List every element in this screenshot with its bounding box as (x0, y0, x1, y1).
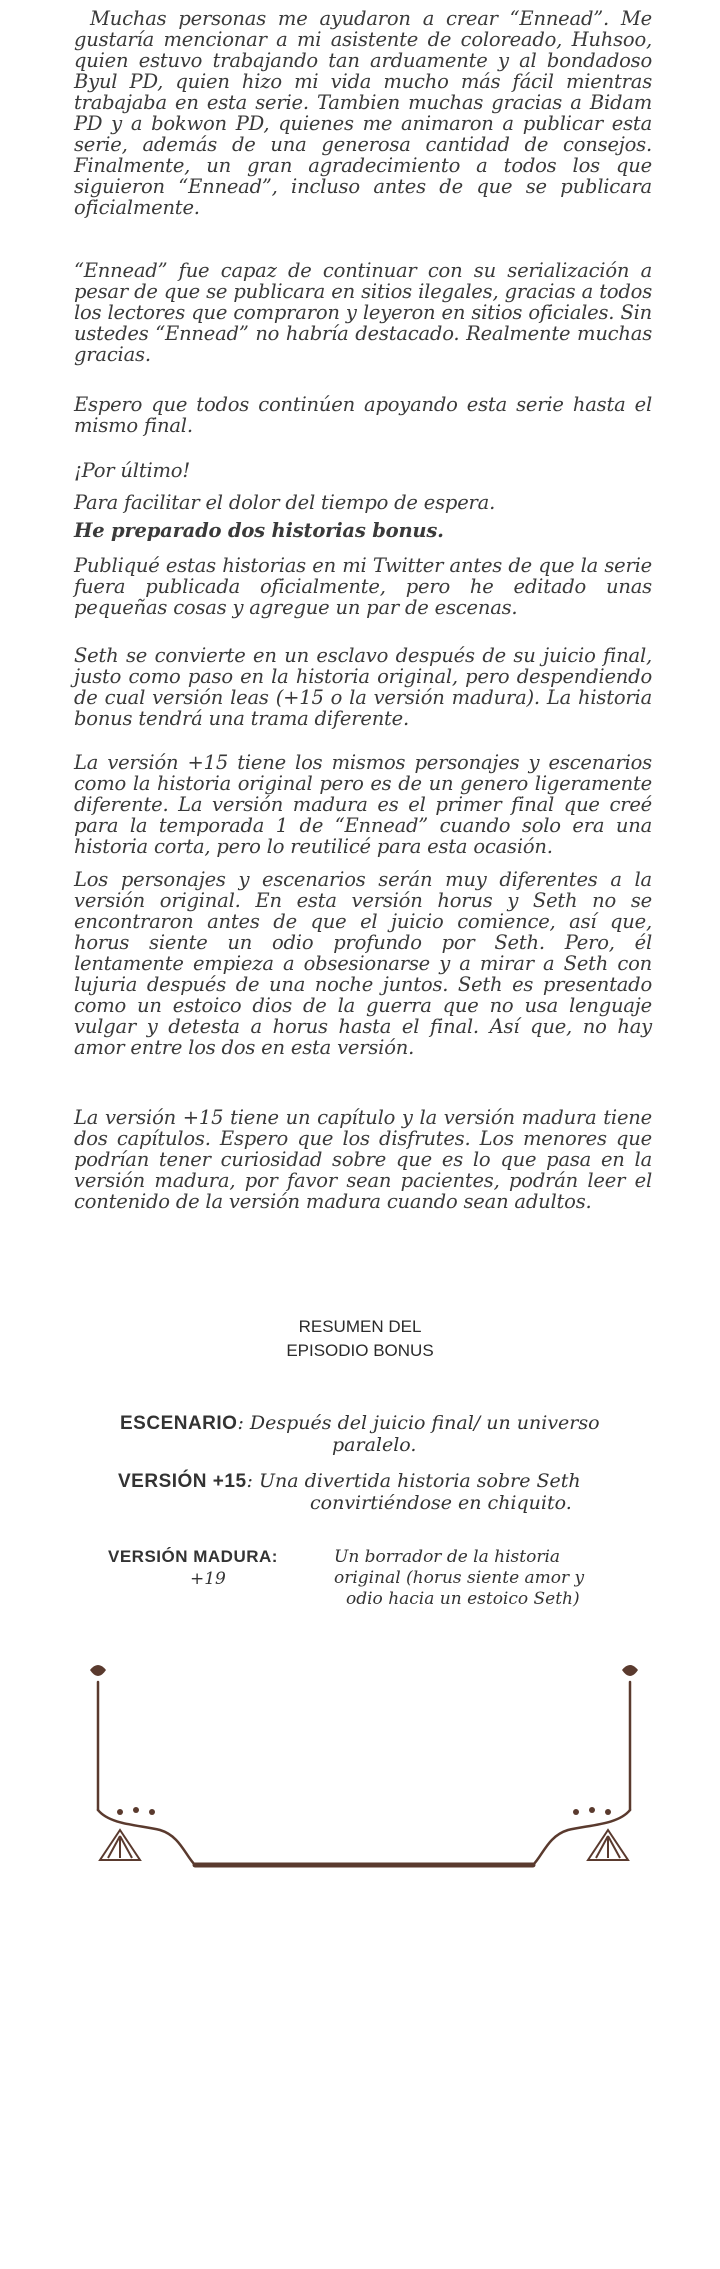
scenario-label: ESCENARIO (120, 1413, 238, 1434)
paragraph-acknowledgements: Muchas personas me ayudaron a crear “Ennead”. Me gustaría mencionar a mi asistente de coloreado, Huhsoo, quien estuvo trabajando tan arduamente y al bondadoso Byul PD, quien hizo mi vida mucho más fácil mientras trabajaba en esta serie. Tambien muchas gracias a Bidam PD y a bokwon PD, quienes me animaron a publicar esta serie, además de una generosa cantidad de consejos. Finalmente, un gran agradecimiento a todos los que siguieron “Ennead”, incluso antes de que se publicara oficialmente. (74, 7, 652, 219)
mature-text-3: odio hacia un estoico Seth) (346, 1589, 580, 1609)
scenario-line2: paralelo. (332, 1434, 417, 1456)
paragraph-twitter: Publiqué estas historias en mi Twitter antes de que la serie fuera publicada oficialmente, pero he editado unas pequeñas cosas y agregue un par de escenas. (74, 554, 652, 619)
scenario-text: : Después del juicio final/ un universo (237, 1412, 600, 1434)
paragraph-serialization: “Ennead” fue capaz de continuar con su serialización a pesar de que se publicara en sitios ilegales, gracias a todos los lectores que compraron y leyeron en sitios oficiales. Sin ustedes “Ennead” no habría destacado. Realmente muchas gracias. (74, 259, 652, 366)
paragraph-chapters: La versión +15 tiene un capítulo y la versión madura tiene dos capítulos. Espero que los disfrutes. Los menores que podrían tener curiosidad sobre que es lo que pasa en la versión madura, por favor sean pacientes, podrán leer el contenido de la versión madura cuando sean adultos. (74, 1106, 652, 1213)
mature-text-2: original (horus siente amor y (334, 1568, 585, 1588)
scenario-line1 (120, 1412, 640, 1435)
version15-line2: convirtiéndose en chiquito. (310, 1492, 572, 1514)
mature-text-1: Un borrador de la historia (334, 1547, 561, 1567)
version15-text: : Una divertida historia sobre Seth (246, 1470, 581, 1492)
summary-title-line1: RESUMEN DEL (298, 1317, 422, 1336)
paragraph-plot: Seth se convierte en un esclavo después de su juicio final, justo como paso en la historia original, pero despendiendo de cual versión leas (+15 o la versión madura). La historia bonus tendrá una trama diferente. (74, 644, 652, 730)
summary-title-line2: EPISODIO BONUS (286, 1341, 434, 1360)
version15-line1 (118, 1470, 658, 1493)
paragraph-support: Espero que todos continúen apoyando esta serie hasta el mismo final. (74, 393, 652, 437)
mature-label-2: +19 (190, 1569, 226, 1589)
paragraph-waiting: Para facilitar el dolor del tiempo de espera. (74, 491, 496, 514)
version15-label: VERSIÓN +15 (118, 1471, 247, 1492)
mature-label-1: VERSIÓN MADURA: (108, 1547, 278, 1566)
paragraph-versions: La versión +15 tiene los mismos personajes y escenarios como la historia original pero es de un genero ligeramente diferente. La versión madura es el primer final que creé para la temporada 1 de “Ennead” cuando solo era una historia corta, pero lo reutilicé para esta ocasión. (74, 751, 652, 858)
paragraph-finally: ¡Por último! (74, 459, 190, 482)
paragraph-bonus-announce: He preparado dos historias bonus. (74, 519, 444, 542)
decorative-frame (80, 1660, 640, 1880)
paragraph-characters: Los personajes y escenarios serán muy diferentes a la versión original. En esta versión horus y Seth no se encontraron antes de que el juicio comience, así que, horus siente un odio profundo por Seth. Pero, él lentamente empieza a obsesionarse y a mirar a Seth con lujuria después de una noche juntos. Seth es presentado como un estoico dios de la guerra que no usa lenguaje vulgar y detesta a horus hasta el final. Así que, no hay amor entre los dos en esta versión. (74, 868, 652, 1059)
